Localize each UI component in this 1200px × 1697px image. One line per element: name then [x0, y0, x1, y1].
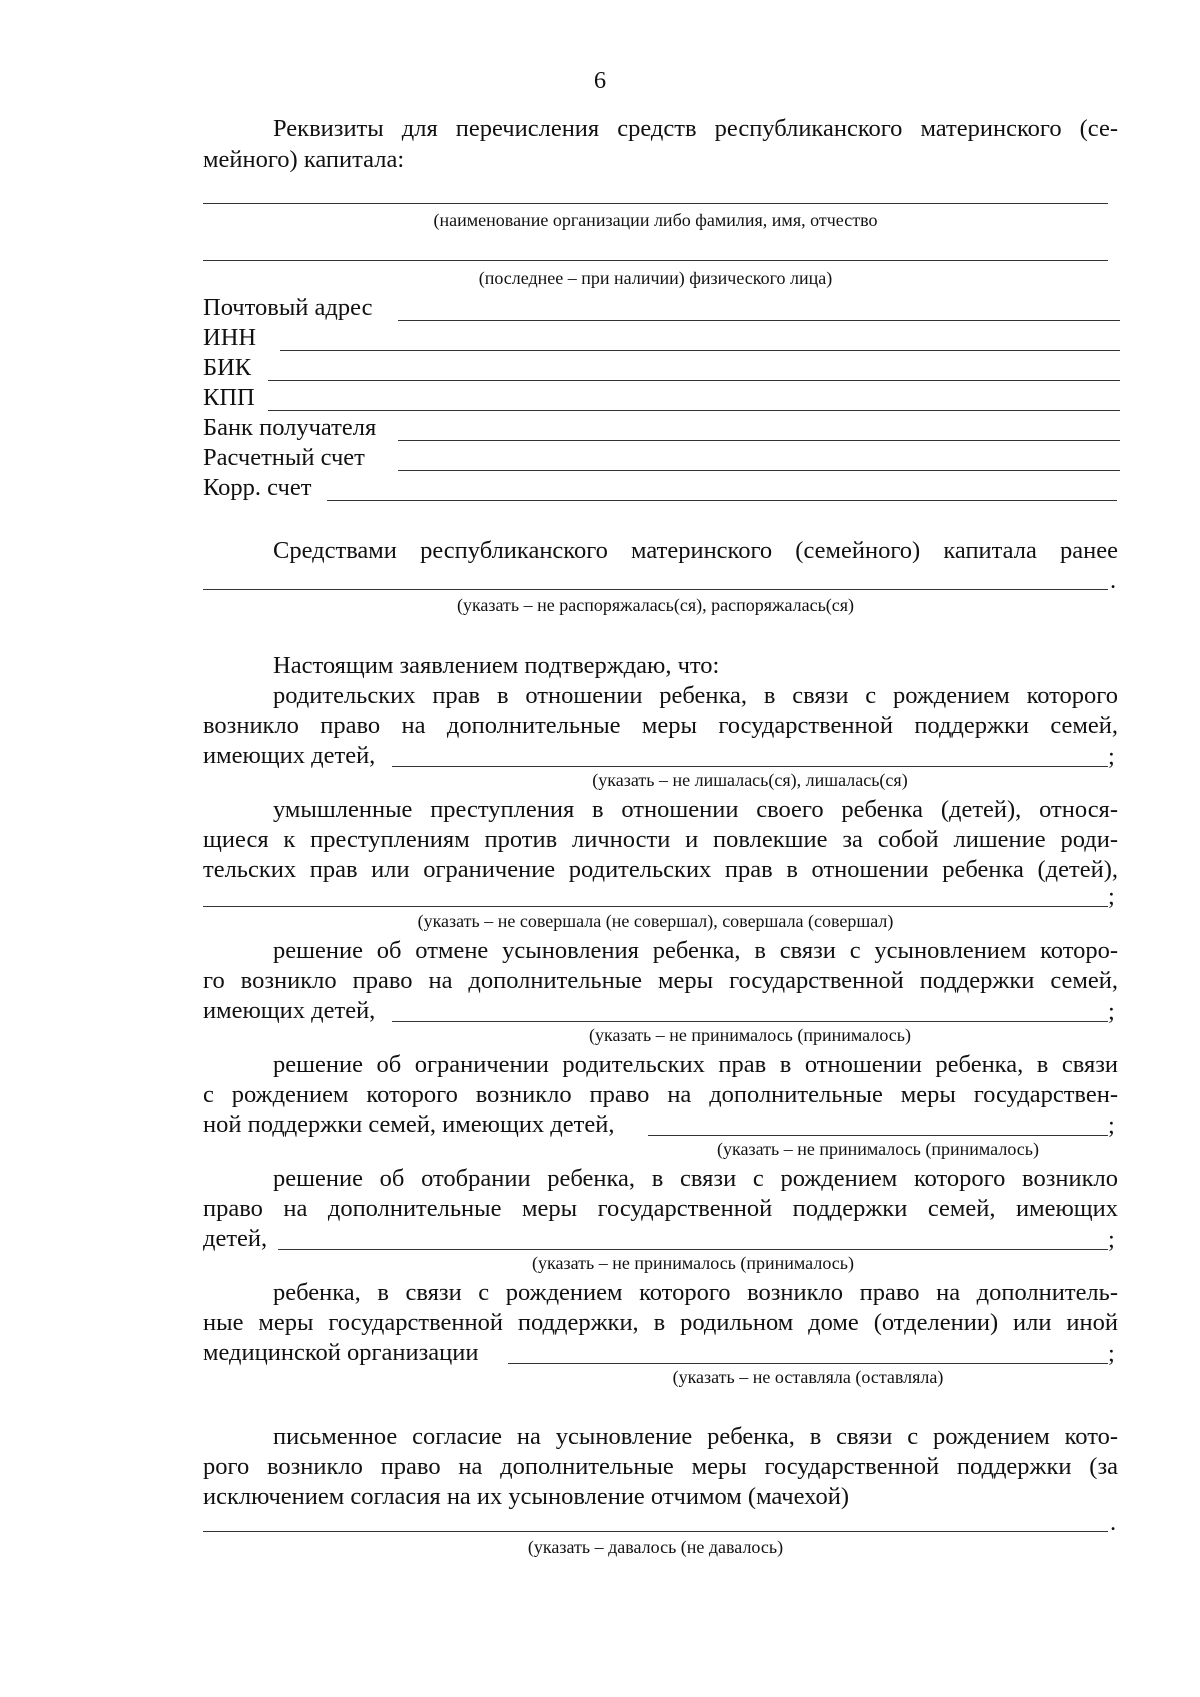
previous-use-text: Средствами республиканского материнского (семейного) капитала ранее — [273, 537, 1118, 564]
previous-use-field[interactable] — [203, 589, 1108, 590]
recipient-name-hint-1: (наименование организации либо фамилия, имя, отчество — [433, 210, 878, 230]
requisites-intro-line-1: Реквизиты для перечисления средств республиканского материнского (се- — [273, 115, 1118, 142]
recipient-name-hint-2: (последнее – при наличии) физического лица) — [478, 268, 833, 288]
field-label-bank: Банк получателя — [203, 414, 377, 441]
confirmation-2-line-2: го возникло право на дополнительные меры государственной поддержки семей, — [203, 967, 1118, 994]
confirmation-2-punct: ; — [1108, 998, 1115, 1025]
bik-field[interactable] — [268, 380, 1120, 381]
corr-account-field[interactable] — [327, 500, 1117, 501]
confirmation-1-line-2: щиеся к преступлениям против личности и повлекшие за собой лишение роди- — [203, 826, 1118, 853]
confirmation-0-line-1: родительских прав в отношении ребенка, в связи с рождением которого — [273, 682, 1118, 709]
confirmation-3-line-2: с рождением которого возникло право на дополнительные меры государствен- — [203, 1081, 1118, 1108]
confirmation-5-line-1: ребенка, в связи с рождением которого возникло право на дополнитель- — [273, 1279, 1118, 1306]
confirmation-1-punct: ; — [1108, 883, 1115, 910]
field-label-postal-address: Почтовый адрес — [203, 294, 373, 321]
recipient-name-line-1[interactable] — [203, 203, 1108, 204]
confirmation-6-hint: (указать – давалось (не давалось) — [527, 1537, 784, 1557]
inn-field[interactable] — [280, 350, 1120, 351]
page-number: 6 — [593, 67, 607, 94]
confirmation-6-line-2: рого возникло право на дополнительные меры государственной поддержки (за — [203, 1453, 1118, 1480]
confirmation-2-line-1: решение об отмене усыновления ребенка, в связи с усыновлением которо- — [273, 937, 1118, 964]
confirmation-5-punct: ; — [1108, 1340, 1115, 1367]
account-field[interactable] — [398, 470, 1120, 471]
confirmation-1-line-3: тельских прав или ограничение родительских прав в отношении ребенка (детей), — [203, 856, 1118, 883]
confirmation-5-line-3: медицинской организации — [203, 1339, 479, 1366]
confirmation-6-line-3: исключением согласия на их усыновление отчимом (мачехой) — [203, 1483, 850, 1510]
previous-use-hint: (указать – не распоряжалась(ся), распоряжалась(ся) — [456, 595, 855, 615]
confirmation-4-line-2: право на дополнительные меры государственной поддержки семей, имеющих — [203, 1195, 1118, 1222]
recipient-name-line-2[interactable] — [203, 260, 1108, 261]
confirmation-4-hint: (указать – не принималось (принималось) — [532, 1253, 854, 1273]
field-label-corr-account: Корр. счет — [203, 474, 312, 501]
bank-field[interactable] — [398, 440, 1120, 441]
confirmation-3-line-3: ной поддержки семей, имеющих детей, — [203, 1111, 615, 1138]
confirmation-0-line-3: имеющих детей, — [203, 742, 376, 769]
confirmation-6-line-1: письменное согласие на усыновление ребенка, в связи с рождением кото- — [273, 1423, 1118, 1450]
requisites-intro-line-2: мейного) капитала: — [203, 146, 405, 173]
confirmation-3-hint: (указать – не принималось (принималось) — [717, 1139, 1039, 1159]
confirmation-0-punct: ; — [1108, 743, 1115, 770]
confirmation-2-field[interactable] — [392, 1021, 1108, 1022]
confirmation-0-line-2: возникло право на дополнительные меры государственной поддержки семей, — [203, 712, 1118, 739]
kpp-field[interactable] — [268, 410, 1120, 411]
field-label-bik: БИК — [203, 354, 252, 381]
confirmation-4-field[interactable] — [278, 1249, 1108, 1250]
confirmation-1-line-1: умышленные преступления в отношении своего ребенка (детей), относя- — [273, 796, 1118, 823]
confirmation-5-line-2: ные меры государственной поддержки, в родильном доме (отделении) или иной — [203, 1309, 1118, 1336]
confirmations-heading: Настоящим заявлением подтверждаю, что: — [273, 652, 720, 679]
previous-use-period: . — [1110, 567, 1117, 594]
confirmation-4-line-3: детей, — [203, 1225, 268, 1252]
confirmation-4-line-1: решение об отобрании ребенка, в связи с рождением которого возникло — [273, 1165, 1118, 1192]
confirmation-3-field[interactable] — [648, 1135, 1108, 1136]
confirmation-6-field[interactable] — [203, 1531, 1108, 1532]
confirmation-3-line-1: решение об ограничении родительских прав в отношении ребенка, в связи — [273, 1051, 1118, 1078]
field-label-account: Расчетный счет — [203, 444, 365, 471]
confirmation-4-punct: ; — [1108, 1226, 1115, 1253]
confirmation-3-punct: ; — [1108, 1112, 1115, 1139]
confirmation-1-field[interactable] — [203, 906, 1108, 907]
confirmation-6-punct: . — [1110, 1509, 1117, 1536]
confirmation-5-field[interactable] — [508, 1363, 1108, 1364]
field-label-kpp: КПП — [203, 384, 255, 411]
confirmation-2-hint: (указать – не принималось (принималось) — [589, 1025, 911, 1045]
confirmation-1-hint: (указать – не совершала (не совершал), совершала (совершал) — [417, 911, 894, 931]
postal-address-field[interactable] — [398, 320, 1120, 321]
field-label-inn: ИНН — [203, 324, 257, 351]
confirmation-5-hint: (указать – не оставляла (оставляла) — [672, 1367, 944, 1387]
confirmation-0-field[interactable] — [392, 766, 1108, 767]
confirmation-2-line-3: имеющих детей, — [203, 997, 376, 1024]
confirmation-0-hint: (указать – не лишалась(ся), лишалась(ся) — [592, 770, 908, 790]
